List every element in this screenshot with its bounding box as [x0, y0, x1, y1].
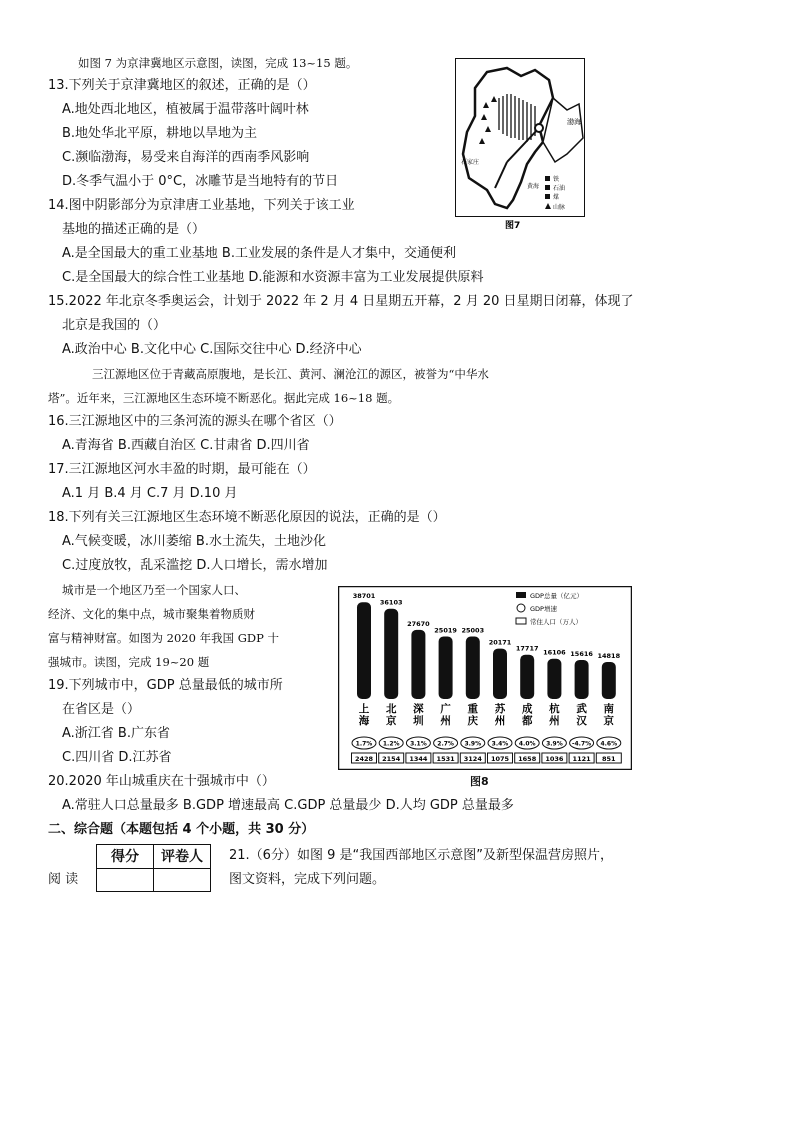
- q19-options-ab: A.浙江省 B.广东省: [62, 726, 170, 741]
- section-2-heading: 二、综合题（本题包括 4 个小题，共 30 分）: [48, 822, 315, 837]
- intro-19-20-line3: 富与精神财富。如图为 2020 年我国 GDP 十: [48, 631, 280, 645]
- gdp-bar-6: [520, 655, 534, 699]
- gdp-value-label: 20171: [488, 638, 512, 647]
- legend-gdp-swatch: [516, 592, 526, 598]
- city-label: 深: [413, 703, 424, 715]
- q18-options-cd: C.过度放牧，乱采滥挖 D.人口增长，需水增加: [62, 558, 328, 573]
- legend-population-swatch: [516, 618, 526, 624]
- population-label: 1036: [545, 755, 564, 763]
- gdp-value-label: 15616: [570, 649, 593, 658]
- gdp-bar-4: [466, 636, 480, 699]
- q19-stem-1: 19.下列城市中，GDP 总量最低的城市所: [48, 678, 283, 693]
- population-label: 3124: [463, 755, 482, 763]
- q19-options-cd: C.四川省 D.江苏省: [62, 750, 172, 765]
- q17-options: A.1 月 B.4 月 C.7 月 D.10 月: [62, 486, 238, 501]
- growth-label: 3.9%: [546, 740, 563, 748]
- gdp-bar-3: [439, 636, 453, 699]
- intro-19-20-line4: 强城市。读图，完成 19~20 题: [48, 655, 210, 669]
- gdp-bar-5: [493, 649, 507, 699]
- gdp-bar-1: [384, 609, 398, 699]
- growth-label: 4.0%: [518, 740, 536, 748]
- q20-stem: 20.2020 年山城重庆在十强城市中（）: [48, 774, 275, 789]
- growth-label: 3.9%: [464, 740, 482, 748]
- city-label: 北: [385, 703, 397, 715]
- q21-line1: 21.（6分）如图 9 是“我国西部地区示意图”及新型保温营房照片，: [229, 848, 613, 863]
- intro-19-20-line2: 经济、文化的集中点，城市聚集着物质财: [48, 607, 255, 621]
- legend-mountain: 山脉: [553, 204, 566, 211]
- gdp-value-label: 17717: [515, 644, 539, 653]
- q16-options: A.青海省 B.西藏自治区 C.甘肃省 D.四川省: [62, 438, 310, 453]
- city-label: 南: [603, 703, 615, 715]
- city-label: 成: [521, 703, 533, 715]
- city-label: 州: [440, 715, 451, 727]
- growth-label: 1.2%: [382, 740, 400, 748]
- q20-options: A.常驻人口总量最多 B.GDP 增速最高 C.GDP 总量最少 D.人均 GDP 总量最多: [62, 798, 514, 813]
- score-cell[interactable]: [97, 868, 154, 892]
- gdp-bar-9: [602, 662, 616, 699]
- growth-label: 4.6%: [600, 740, 618, 748]
- q14-stem-1: 14.图中阴影部分为京津唐工业基地，下列关于该工业: [48, 198, 355, 213]
- growth-label: 1.7%: [355, 740, 373, 748]
- q17-stem: 17.三江源地区河水丰盈的时期，最可能在（）: [48, 462, 316, 477]
- q13-option-b: B.地处华北平原，耕地以旱地为主: [62, 126, 258, 141]
- q15-stem-2: 北京是我国的（）: [62, 318, 167, 333]
- q13-option-d: D.冬季气温小于 0°C，冰雕节是当地特有的节日: [62, 174, 339, 189]
- city-label: 州: [494, 715, 506, 727]
- city-label: 苏: [494, 703, 506, 715]
- gdp-bar-8: [575, 660, 589, 699]
- q14-options-cd: C.是全国最大的综合性工业基地 D.能源和水资源丰富为工业发展提供原料: [62, 270, 484, 285]
- grader-label: 评卷人: [154, 845, 211, 869]
- map-figure-7: [455, 58, 585, 230]
- q16-stem: 16.三江源地区中的三条河流的源头在哪个省区（）: [48, 414, 342, 429]
- gdp-value-label: 25019: [434, 626, 457, 635]
- population-label: 2428: [354, 755, 374, 763]
- sea-label: 黄海: [527, 183, 540, 190]
- read-label: 阅 读: [48, 872, 79, 887]
- city-marker: [535, 124, 543, 132]
- q14-stem-2: 基地的描述正确的是（）: [62, 222, 206, 237]
- gdp-bar-7: [547, 659, 561, 699]
- shijiazhuang-label: 石家庄: [461, 159, 480, 166]
- city-label: 都: [521, 715, 533, 727]
- city-label: 杭: [549, 703, 560, 715]
- population-label: 1344: [409, 755, 428, 763]
- city-label: 上: [358, 703, 370, 715]
- q21-line2: 图文资料，完成下列问题。: [229, 872, 386, 887]
- population-label: 2154: [382, 755, 401, 763]
- gdp-value-label: 27670: [407, 619, 430, 628]
- population-label: 1531: [436, 755, 455, 763]
- gdp-chart-figure-8: [338, 586, 632, 770]
- legend-gdp: GDP总量（亿元）: [530, 592, 583, 600]
- score-box: [96, 844, 211, 892]
- bohai-label: 渤海: [567, 118, 581, 126]
- city-label: 京: [603, 715, 615, 727]
- intro-13-15: 如图 7 为京津冀地区示意图，读图，完成 13~15 题。: [78, 56, 358, 70]
- gdp-bar-2: [411, 630, 425, 699]
- city-label: 海: [358, 715, 370, 727]
- gdp-value-label: 14818: [597, 651, 621, 660]
- city-label: 汉: [576, 715, 587, 727]
- q15-options: A.政治中心 B.文化中心 C.国际交往中心 D.经济中心: [62, 342, 362, 357]
- legend-growth: GDP增速: [530, 605, 557, 613]
- population-label: 1121: [572, 755, 591, 763]
- legend-oil: 石油: [553, 185, 566, 192]
- city-label: 重: [467, 703, 479, 715]
- city-label: 庆: [467, 715, 479, 727]
- city-label: 圳: [413, 715, 424, 727]
- city-label: 广: [440, 703, 451, 715]
- intro-16-18-line1: 三江源地区位于青藏高原腹地，是长江、黄河、澜沧江的源区，被誉为“中华水: [92, 367, 489, 381]
- grader-cell[interactable]: [154, 868, 211, 892]
- city-label: 京: [385, 715, 397, 727]
- gdp-value-label: 16106: [543, 648, 566, 657]
- q13-option-c: C.濒临渤海，易受来自海洋的西南季风影响: [62, 150, 310, 165]
- chart-caption: 图8: [470, 775, 489, 788]
- q14-options-ab: A.是全国最大的重工业基地 B.工业发展的条件是人才集中，交通便利: [62, 246, 456, 261]
- legend-population: 常住人口（万人）: [530, 618, 582, 626]
- q13-stem: 13.下列关于京津冀地区的叙述，正确的是（）: [48, 78, 316, 93]
- city-label: 州: [549, 715, 560, 727]
- gdp-value-label: 38701: [352, 592, 376, 601]
- q15-stem-1: 15.2022 年北京冬季奥运会，计划于 2022 年 2 月 4 日星期五开幕，2 月 20 日星期日闭幕，体现了: [48, 294, 634, 309]
- q18-options-ab: A.气候变暖，冰川萎缩 B.水土流失，土地沙化: [62, 534, 326, 549]
- legend-coal: 煤: [553, 194, 560, 201]
- gdp-bar-0: [357, 602, 371, 699]
- map7-caption: 图7: [505, 221, 521, 230]
- growth-label: -4.7%: [572, 740, 592, 748]
- intro-19-20-line1: 城市是一个地区乃至一个国家人口、: [62, 583, 246, 597]
- population-label: 851: [602, 755, 616, 763]
- legend-iron: 铁: [553, 176, 560, 183]
- q18-stem: 18.下列有关三江源地区生态环境不断恶化原因的说法，正确的是（）: [48, 510, 446, 525]
- population-label: 1658: [518, 755, 537, 763]
- q19-stem-2: 在省区是（）: [62, 702, 141, 717]
- growth-label: 2.7%: [437, 740, 454, 748]
- population-label: 1075: [490, 755, 510, 763]
- growth-label: 3.1%: [410, 740, 427, 748]
- city-label: 武: [576, 703, 587, 715]
- growth-label: 3.4%: [491, 740, 509, 748]
- gdp-value-label: 36103: [379, 598, 403, 607]
- q13-option-a: A.地处西北地区，植被属于温带落叶阔叶林: [62, 102, 309, 117]
- score-label: 得分: [97, 845, 154, 869]
- legend-growth-swatch: [517, 604, 525, 612]
- intro-16-18-line2: 塔”。近年来，三江源地区生态环境不断恶化。据此完成 16~18 题。: [48, 391, 400, 405]
- gdp-value-label: 25003: [461, 626, 485, 635]
